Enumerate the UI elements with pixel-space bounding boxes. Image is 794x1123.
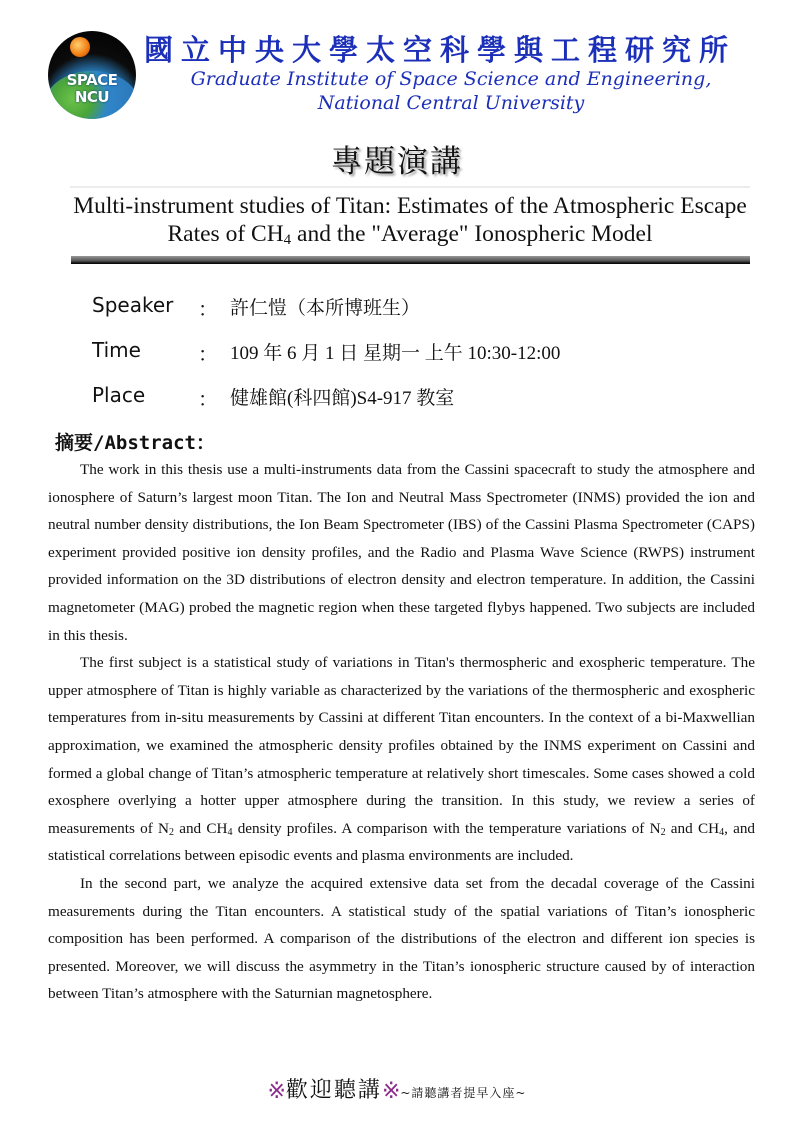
- talk-title-part2: and the "Average" Ionospheric Model: [291, 221, 653, 247]
- welcome-text: 歡迎聽講: [285, 1078, 382, 1103]
- space-ncu-logo: [48, 31, 136, 119]
- time-colon: ：: [198, 342, 218, 366]
- speaker-label: Speaker: [92, 293, 174, 317]
- time-value: 109 年 6 月 1 日 星期一 上午 10:30-12:00: [230, 343, 561, 364]
- place-colon: ：: [198, 387, 218, 411]
- talk-title-subscript: 4: [283, 232, 292, 248]
- reference-mark-icon: ※: [267, 1079, 286, 1104]
- talk-type-heading: 專題演講: [331, 144, 463, 180]
- abstract-body: [48, 456, 755, 1008]
- divider-thick: [71, 256, 750, 264]
- abstract-paragraph-1: The work in this thesis use a multi-instruments data from the Cassini spacecraft to study the atmosphere and ionosphere of Saturn’s largest moon Titan. The Ion and Neutral Mass Spectrometer (INMS) provided the ion and neutral number density distributions, the Ion Beam Spectrometer (IBS) of the Cassini Plasma Spectrometer (CAPS) experiment provided positive ion density profiles, and the Radio and Plasma Wave Science (RWPS) instrument provided information on the 3D distributions of electron density and electron temperature. In addition, the Cassini magnetometer (MAG) probed the magnetic region when these targeted flybys happened. Two subjects are included in this thesis.: [48, 461, 755, 644]
- reference-mark-icon: ※: [381, 1079, 401, 1104]
- time-label: Time: [92, 338, 141, 362]
- seating-note: ~請聽講者提早入座~: [400, 1086, 527, 1100]
- abstract-heading: 摘要/Abstract：: [55, 432, 215, 454]
- place-label: Place: [92, 383, 146, 407]
- institute-name-english-line2: National Central University: [317, 92, 585, 114]
- divider-thin: [70, 186, 750, 188]
- logo-text-ncu: NCU: [74, 88, 110, 106]
- sun-graphic: [70, 37, 90, 57]
- institute-name-chinese: 國立中央大學太空科學與工程研究所: [144, 33, 737, 67]
- speaker-value: 許仁愷（本所博班生）: [230, 298, 421, 319]
- institute-name-english-line1: Graduate Institute of Space Science and Engineering,: [190, 68, 712, 90]
- logo-text-space: SPACE: [66, 71, 118, 89]
- footer-welcome: [0, 1073, 794, 1104]
- speaker-colon: ：: [198, 297, 218, 321]
- abstract-paragraph-3: In the second part, we analyze the acquired extensive data set from the decadal coverage of the Cassini measurements during the Titan encounters. A statistical study of the spatial variations of Titan’s ionospheric composition has been performed. A comparison of the distributions of the electron and different ion species is presented. Moreover, we will discuss the asymmetry in the Titan’s ionospheric structure caused by of interaction between Titan’s atmosphere with the Saturnian magnetosphere.: [48, 874, 755, 1003]
- place-value: 健雄館(科四館)S4-917 教室: [230, 388, 455, 409]
- abstract-paragraph-2: The first subject is a statistical study of variations in Titan's thermospheric and exospheric temperature. The upper atmosphere of Titan is highly variable as characterized by the variations of the thermospheric and exospheric temperatures from in-situ measurements by Cassini at different Titan encounters. In the context of a bi-Maxwellian approximation, we examined the atmospheric density profiles obtained by the INMS experiment on Cassini and formed a global change of Titan’s atmospheric temperature at relatively short timescales. Some cases showed a cold exosphere overlying a hotter upper atmosphere during the transition. In this study, we review a series of measurements of $N_2$ and $CH_4$ density profiles. A comparison with the temperature variations of $N_2$ and $CH_4$, and statistical correlations between episodic events and plasma environments are included.: [48, 654, 756, 865]
- talk-title-part1: Multi-instrument studies of Titan: Estimates of the Atmospheric Escape Rates of CH: [73, 193, 747, 247]
- talk-title: [60, 192, 760, 248]
- institute-header: [46, 26, 758, 126]
